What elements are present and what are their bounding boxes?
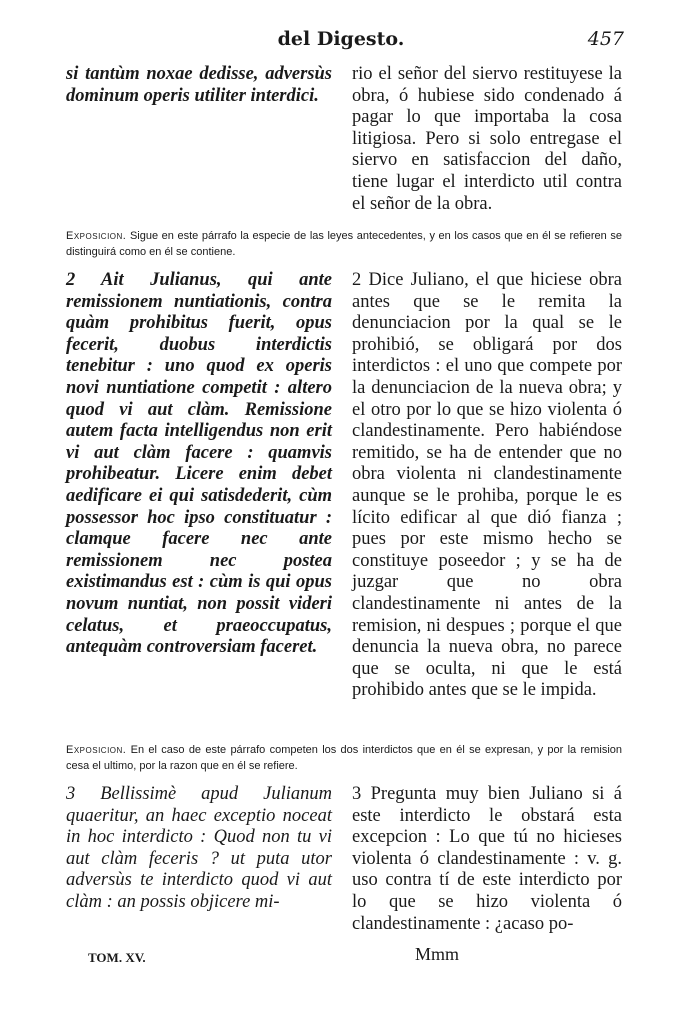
- exposition-text: En el caso de este párrafo competen los dos interdictos que en él se expresan, y por la remision cesa el ultimo, por la razon que en él se refiere.: [66, 744, 623, 772]
- latin-paragraph-1: si tantùm noxae dedisse, adversùs dominum operis utiliter interdici.: [66, 64, 332, 106]
- spanish-paragraph-2: 2 Dice Juliano, el que hiciese obra antes que se le remita la denunciacion por la qual se le prohibió, se obligará por dos interdictos : el uno que compete por la denunciacion de la nueva obra; y el otro por lo que se hizo violenta ó clandestinamente. Pero habiéndose remitido, se ha de entender que no obra violenta ni clandestinamente aunque se le prohiba, porque le es lícito edificar al que dió fianza ; pues por este mismo hecho se constituye poseedor ; y se ha de juzgar que no obra clandestinamente ni antes de la remision, ni despues ; porque el que denuncia la nueva obra, no parece que se oculta, ni que le está prohibido antes que se le impida.: [352, 270, 622, 701]
- running-title: del Digesto.: [277, 28, 405, 50]
- exposition-label: Exposicion.: [66, 230, 127, 242]
- spanish-paragraph-3: 3 Pregunta muy bien Juliano si á este interdicto le obstará esta excepcion : Lo que tú no hicieses violenta ó clandestinamente : v. g. uso contra tí de este interdicto por lo que se hizo violenta ó clandestinamente : ¿acaso po-: [352, 784, 622, 934]
- signature-mark: Mmm: [415, 944, 460, 964]
- latin-paragraph-3: 3 Bellissimè apud Julianum quaeritur, an haec exceptio noceat in hoc interdicto : Quod non tu vi aut clàm feceris ? ut puta utor adversùs te interdicto quod vi aut clàm : an possis objicere mi-: [66, 784, 332, 912]
- exposition-2: [66, 742, 622, 774]
- latin-paragraph-2: 2 Ait Julianus, qui ante remissionem nuntiationis, contra quàm prohibitus fuerit, opus fecerit, duobus interdictis tenebitur : uno quod ex operis novi nuntiatione competit : altero quod vi aut clàm. Remissione autem facta intelligendus non erit vi aut clàm facere : quamvis prohibeatur. Licere enim debet aedificare ei qui satisdederit, cùm possessor hoc ipso constituatur : clamque facere nec ante remissionem nec postea existimandus est : cùm is qui opus novum nuntiat, non possit videri celatus, et praeoccupatus, antequàm controversiam faceret.: [66, 270, 332, 658]
- volume-mark: TOM. XV.: [88, 950, 146, 965]
- spanish-paragraph-1: rio el señor del siervo restituyese la obra, ó hubiese sido condenado á pagar lo que importaba la cosa litigiosa. Pero si solo entregase el siervo en satisfaccion del daño, tiene lugar el interdicto util contra el señor de la obra.: [352, 64, 622, 214]
- exposition-1: [66, 228, 622, 260]
- exposition-label: Exposicion.: [66, 744, 127, 756]
- page-number: 457: [587, 28, 624, 50]
- exposition-text: Sigue en este párrafo la especie de las leyes antecedentes, y en los casos que en él se refieren se distinguirá como en él se contiene.: [66, 230, 622, 258]
